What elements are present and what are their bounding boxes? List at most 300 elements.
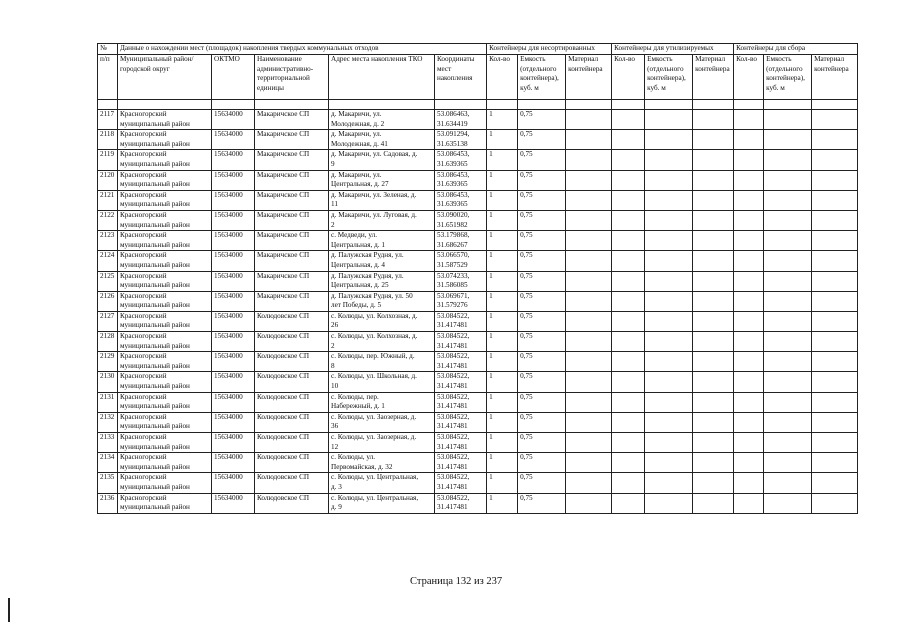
address-cell [329, 493, 435, 513]
table-body [98, 110, 858, 514]
oktmo-cell: 15634000 [212, 190, 255, 210]
unsorted-material-cell [566, 372, 612, 392]
coords-cell [435, 493, 487, 513]
header-recycle-capacity: Емкость (отдельного контейнера), куб. м [645, 55, 693, 100]
recycle-material-cell [693, 473, 734, 493]
district-cell [118, 493, 212, 513]
coords-line: 53.069671, [437, 291, 470, 300]
recycle-count-cell [612, 291, 645, 311]
coords-line: 53.084522, [437, 453, 470, 462]
coords-cell [435, 210, 487, 230]
district-cell [118, 372, 212, 392]
collection-count-cell [734, 473, 764, 493]
unsorted-capacity-cell: 0,75 [518, 210, 566, 230]
row-number: 2130 [98, 372, 118, 392]
district-cell [118, 392, 212, 412]
coords-cell [435, 311, 487, 331]
oktmo-cell: 15634000 [212, 372, 255, 392]
row-number: 2120 [98, 170, 118, 190]
district-line: Красногорский [120, 412, 167, 421]
unsorted-count-cell: 1 [487, 231, 518, 251]
coords-line: 31.651982 [437, 220, 468, 229]
address-line: д. Палужская Рудня, ул. [331, 271, 404, 280]
row-number: 2123 [98, 231, 118, 251]
coords-line: 31.579276 [437, 301, 468, 310]
unit-cell: Колюдовское СП [255, 433, 329, 453]
coords-line: 31.686267 [437, 240, 468, 249]
address-cell [329, 210, 435, 230]
table-row [98, 412, 858, 432]
coords-cell [435, 231, 487, 251]
header-row-groups [98, 44, 858, 55]
unit-cell: Макаричское СП [255, 130, 329, 150]
district-cell [118, 332, 212, 352]
recycle-capacity-cell [645, 210, 693, 230]
unsorted-count-cell: 1 [487, 493, 518, 513]
unit-cell: Колюдовское СП [255, 352, 329, 372]
district-line: Красногорский [120, 271, 167, 280]
recycle-capacity-cell [645, 412, 693, 432]
unsorted-capacity-cell: 0,75 [518, 150, 566, 170]
oktmo-cell: 15634000 [212, 433, 255, 453]
collection-capacity-cell [764, 190, 812, 210]
collection-material-cell [812, 352, 858, 372]
coords-line: 31.639365 [437, 200, 468, 209]
collection-count-cell [734, 311, 764, 331]
collection-count-cell [734, 210, 764, 230]
unsorted-material-cell [566, 170, 612, 190]
address-line: с. Колюды, ул. Колхозная, д. [331, 311, 418, 320]
address-line: с. Колюды, ул. Центральная, [331, 493, 419, 502]
unsorted-capacity-cell: 0,75 [518, 433, 566, 453]
coords-cell [435, 392, 487, 412]
address-cell [329, 291, 435, 311]
recycle-capacity-cell [645, 170, 693, 190]
recycle-material-cell [693, 231, 734, 251]
collection-material-cell [812, 392, 858, 412]
collection-capacity-cell [764, 130, 812, 150]
district-cell [118, 251, 212, 271]
row-number: 2134 [98, 453, 118, 473]
oktmo-cell: 15634000 [212, 412, 255, 432]
unsorted-capacity-cell: 0,75 [518, 473, 566, 493]
address-line: 12 [331, 442, 339, 451]
recycle-material-cell [693, 170, 734, 190]
coords-cell [435, 433, 487, 453]
row-number: 2132 [98, 412, 118, 432]
recycle-capacity-cell [645, 473, 693, 493]
table-row [98, 473, 858, 493]
recycle-count-cell [612, 130, 645, 150]
coords-line: 53.090020, [437, 210, 470, 219]
recycle-material-cell [693, 291, 734, 311]
address-cell [329, 190, 435, 210]
unsorted-count-cell: 1 [487, 311, 518, 331]
address-line: д. Палужская Рудня, ул. [331, 251, 404, 260]
unsorted-material-cell [566, 332, 612, 352]
district-line: муниципальный район [120, 361, 190, 370]
unsorted-count-cell: 1 [487, 110, 518, 130]
unit-cell: Колюдовское СП [255, 311, 329, 331]
unit-cell: Макаричское СП [255, 110, 329, 130]
address-line: 36 [331, 422, 339, 431]
district-line: муниципальный район [120, 503, 190, 512]
recycle-capacity-cell [645, 453, 693, 473]
address-cell [329, 251, 435, 271]
collection-capacity-cell [764, 231, 812, 251]
coords-line: 53.074233, [437, 271, 470, 280]
recycle-capacity-cell [645, 433, 693, 453]
oktmo-cell: 15634000 [212, 251, 255, 271]
unsorted-material-cell [566, 251, 612, 271]
unsorted-count-cell: 1 [487, 332, 518, 352]
address-line: с. Колюды, ул. Школьная, д. [331, 372, 417, 381]
district-line: муниципальный район [120, 422, 190, 431]
district-cell [118, 352, 212, 372]
row-number: 2118 [98, 130, 118, 150]
recycle-count-cell [612, 412, 645, 432]
oktmo-cell: 15634000 [212, 332, 255, 352]
recycle-capacity-cell [645, 190, 693, 210]
unit-cell: Макаричское СП [255, 291, 329, 311]
recycle-count-cell [612, 190, 645, 210]
collection-capacity-cell [764, 412, 812, 432]
coords-cell [435, 372, 487, 392]
coords-line: 31.417481 [437, 482, 468, 491]
unsorted-count-cell: 1 [487, 392, 518, 412]
coords-line: 31.417481 [437, 361, 468, 370]
recycle-count-cell [612, 251, 645, 271]
district-line: муниципальный район [120, 240, 190, 249]
oktmo-cell: 15634000 [212, 493, 255, 513]
table-row [98, 311, 858, 331]
recycle-count-cell [612, 311, 645, 331]
address-line: 2 [331, 220, 335, 229]
recycle-capacity-cell [645, 392, 693, 412]
district-line: муниципальный район [120, 382, 190, 391]
collection-count-cell [734, 291, 764, 311]
collection-count-cell [734, 110, 764, 130]
collection-capacity-cell [764, 271, 812, 291]
district-line: муниципальный район [120, 260, 190, 269]
row-number: 2131 [98, 392, 118, 412]
row-number: 2126 [98, 291, 118, 311]
collection-count-cell [734, 453, 764, 473]
address-cell [329, 473, 435, 493]
unit-cell: Колюдовское СП [255, 453, 329, 473]
margin-mark [8, 598, 10, 622]
collection-material-cell [812, 150, 858, 170]
collection-count-cell [734, 251, 764, 271]
address-line: Молодежная, д. 41 [331, 139, 388, 148]
district-line: муниципальный район [120, 462, 190, 471]
header-address: Адрес места накопления ТКО [329, 55, 435, 100]
district-cell [118, 210, 212, 230]
collection-count-cell [734, 352, 764, 372]
address-line: Первомайская, д. 32 [331, 462, 393, 471]
address-cell [329, 453, 435, 473]
recycle-material-cell [693, 110, 734, 130]
address-line: с. Медведи, ул. [331, 231, 378, 240]
collection-capacity-cell [764, 150, 812, 170]
recycle-capacity-cell [645, 251, 693, 271]
oktmo-cell: 15634000 [212, 130, 255, 150]
recycle-material-cell [693, 352, 734, 372]
recycle-capacity-cell [645, 150, 693, 170]
collection-material-cell [812, 110, 858, 130]
unsorted-capacity-cell: 0,75 [518, 412, 566, 432]
address-line: с. Колюды, пер. [331, 392, 379, 401]
recycle-capacity-cell [645, 493, 693, 513]
address-cell [329, 372, 435, 392]
unit-cell: Макаричское СП [255, 190, 329, 210]
collection-count-cell [734, 190, 764, 210]
row-number: 2127 [98, 311, 118, 331]
unsorted-material-cell [566, 150, 612, 170]
coords-line: 31.587529 [437, 260, 468, 269]
coords-cell [435, 110, 487, 130]
address-line: 11 [331, 200, 338, 209]
recycle-material-cell [693, 453, 734, 473]
coords-line: 31.639365 [437, 159, 468, 168]
district-line: Красногорский [120, 251, 167, 260]
header-oktmo: ОКТМО [212, 55, 255, 100]
district-cell [118, 412, 212, 432]
address-line: Молодежная, д. 2 [331, 119, 385, 128]
unsorted-count-cell: 1 [487, 130, 518, 150]
unsorted-count-cell: 1 [487, 190, 518, 210]
district-cell [118, 473, 212, 493]
table-row [98, 251, 858, 271]
collection-capacity-cell [764, 210, 812, 230]
coords-cell [435, 251, 487, 271]
coords-cell [435, 453, 487, 473]
address-line: Центральная, д. 27 [331, 180, 389, 189]
coords-line: 53.066570, [437, 251, 470, 260]
row-number: 2124 [98, 251, 118, 271]
table-row [98, 453, 858, 473]
recycle-count-cell [612, 231, 645, 251]
unsorted-capacity-cell: 0,75 [518, 190, 566, 210]
table-row [98, 110, 858, 130]
recycle-count-cell [612, 150, 645, 170]
unsorted-capacity-cell: 0,75 [518, 372, 566, 392]
recycle-count-cell [612, 372, 645, 392]
address-line: д. Макаричи, ул. [331, 170, 382, 179]
address-line: с. Колюды, ул. Центральная, [331, 473, 419, 482]
district-line: муниципальный район [120, 139, 190, 148]
table-row [98, 150, 858, 170]
header-unsorted-capacity: Емкость (отдельного контейнера), куб. м [518, 55, 566, 100]
district-line: Красногорский [120, 332, 167, 341]
address-line: д. Макаричи, ул. Луговая, д. [331, 210, 417, 219]
collection-material-cell [812, 473, 858, 493]
header-collection-material: Материал контейнера [812, 55, 858, 100]
address-line: д. 9 [331, 503, 342, 512]
unsorted-count-cell: 1 [487, 291, 518, 311]
collection-count-cell [734, 433, 764, 453]
collection-capacity-cell [764, 352, 812, 372]
district-line: муниципальный район [120, 301, 190, 310]
unsorted-capacity-cell: 0,75 [518, 332, 566, 352]
unsorted-material-cell [566, 352, 612, 372]
unsorted-material-cell [566, 453, 612, 473]
unit-cell: Макаричское СП [255, 210, 329, 230]
district-cell [118, 311, 212, 331]
header-district: Муниципальный район/городской округ [118, 55, 212, 100]
address-cell [329, 231, 435, 251]
collection-count-cell [734, 372, 764, 392]
district-line: Красногорский [120, 130, 167, 139]
district-line: Красногорский [120, 190, 167, 199]
recycle-material-cell [693, 493, 734, 513]
address-cell [329, 352, 435, 372]
unsorted-capacity-cell: 0,75 [518, 493, 566, 513]
collection-count-cell [734, 493, 764, 513]
oktmo-cell: 15634000 [212, 392, 255, 412]
oktmo-cell: 15634000 [212, 210, 255, 230]
collection-count-cell [734, 271, 764, 291]
coords-line: 31.417481 [437, 402, 468, 411]
row-number: 2129 [98, 352, 118, 372]
unsorted-count-cell: 1 [487, 170, 518, 190]
unit-cell: Колюдовское СП [255, 493, 329, 513]
unsorted-material-cell [566, 392, 612, 412]
recycle-capacity-cell [645, 271, 693, 291]
unsorted-capacity-cell: 0,75 [518, 352, 566, 372]
coords-line: 31.417481 [437, 503, 468, 512]
unsorted-count-cell: 1 [487, 412, 518, 432]
coords-line: 53.084522, [437, 433, 470, 441]
collection-material-cell [812, 210, 858, 230]
district-cell [118, 170, 212, 190]
unsorted-count-cell: 1 [487, 473, 518, 493]
address-line: 9 [331, 159, 335, 168]
header-unit: Наименование административно-территориальной единицы [255, 55, 329, 100]
oktmo-cell: 15634000 [212, 311, 255, 331]
table-row [98, 433, 858, 453]
coords-line: 31.635138 [437, 139, 468, 148]
unit-cell: Колюдовское СП [255, 372, 329, 392]
unsorted-capacity-cell: 0,75 [518, 291, 566, 311]
unsorted-count-cell: 1 [487, 453, 518, 473]
row-number: 2133 [98, 433, 118, 453]
unsorted-capacity-cell: 0,75 [518, 453, 566, 473]
district-cell [118, 433, 212, 453]
recycle-count-cell [612, 433, 645, 453]
recycle-material-cell [693, 372, 734, 392]
oktmo-cell: 15634000 [212, 453, 255, 473]
unsorted-count-cell: 1 [487, 251, 518, 271]
header-unsorted-count: Кол-во [487, 55, 518, 100]
coords-line: 31.417481 [437, 321, 468, 330]
row-number: 2136 [98, 493, 118, 513]
oktmo-cell: 15634000 [212, 271, 255, 291]
district-line: Красногорский [120, 170, 167, 179]
coords-line: 31.586085 [437, 281, 468, 290]
oktmo-cell: 15634000 [212, 150, 255, 170]
address-line: с. Колюды, ул. Колхозная, д. [331, 332, 418, 341]
address-line: д. Макаричи, ул. [331, 130, 382, 139]
recycle-count-cell [612, 453, 645, 473]
header-location-group: Данные о нахождении мест (площадок) накопления твердых коммунальных отходов [118, 44, 487, 55]
district-line: Красногорский [120, 473, 167, 482]
coords-line: 53.086453, [437, 170, 470, 179]
table-row [98, 372, 858, 392]
collection-capacity-cell [764, 332, 812, 352]
address-line: д. Макаричи, ул. Садовая, д. [331, 150, 418, 159]
address-line: с. Колюды, пер. Южный, д. [331, 352, 415, 361]
coords-line: 53.086453, [437, 190, 470, 199]
collection-material-cell [812, 453, 858, 473]
district-line: муниципальный район [120, 341, 190, 350]
header-recycle-group: Контейнеры для утилизируемых [612, 44, 734, 55]
unit-cell: Колюдовское СП [255, 473, 329, 493]
coords-line: 53.084522, [437, 352, 470, 361]
collection-material-cell [812, 291, 858, 311]
recycle-material-cell [693, 210, 734, 230]
address-cell [329, 412, 435, 432]
address-cell [329, 271, 435, 291]
table-row [98, 291, 858, 311]
header-recycle-count: Кол-во [612, 55, 645, 100]
collection-material-cell [812, 372, 858, 392]
recycle-count-cell [612, 493, 645, 513]
unsorted-count-cell: 1 [487, 150, 518, 170]
oktmo-cell: 15634000 [212, 110, 255, 130]
collection-count-cell [734, 130, 764, 150]
recycle-material-cell [693, 190, 734, 210]
row-number: 2135 [98, 473, 118, 493]
collection-material-cell [812, 251, 858, 271]
collection-capacity-cell [764, 291, 812, 311]
collection-material-cell [812, 271, 858, 291]
district-cell [118, 271, 212, 291]
header-spacer-row [98, 100, 858, 110]
unsorted-material-cell [566, 130, 612, 150]
collection-capacity-cell [764, 372, 812, 392]
coords-line: 31.639365 [437, 180, 468, 189]
header-recycle-material: Материал контейнера [693, 55, 734, 100]
district-line: Красногорский [120, 372, 167, 381]
collection-material-cell [812, 412, 858, 432]
address-line: 10 [331, 382, 339, 391]
coords-line: 31.417481 [437, 462, 468, 471]
collection-count-cell [734, 412, 764, 432]
recycle-capacity-cell [645, 231, 693, 251]
address-cell [329, 170, 435, 190]
coords-line: 31.417481 [437, 341, 468, 350]
coords-cell [435, 473, 487, 493]
unsorted-capacity-cell: 0,75 [518, 251, 566, 271]
coords-cell [435, 150, 487, 170]
district-line: Красногорский [120, 231, 167, 240]
recycle-capacity-cell [645, 311, 693, 331]
unsorted-count-cell: 1 [487, 210, 518, 230]
address-cell [329, 150, 435, 170]
district-cell [118, 130, 212, 150]
collection-capacity-cell [764, 493, 812, 513]
recycle-count-cell [612, 332, 645, 352]
address-line: Центральная, д. 1 [331, 240, 385, 249]
district-cell [118, 453, 212, 473]
district-line: Красногорский [120, 433, 167, 441]
coords-cell [435, 190, 487, 210]
collection-material-cell [812, 190, 858, 210]
row-number: 2121 [98, 190, 118, 210]
coords-cell [435, 291, 487, 311]
district-line: муниципальный район [120, 442, 190, 451]
